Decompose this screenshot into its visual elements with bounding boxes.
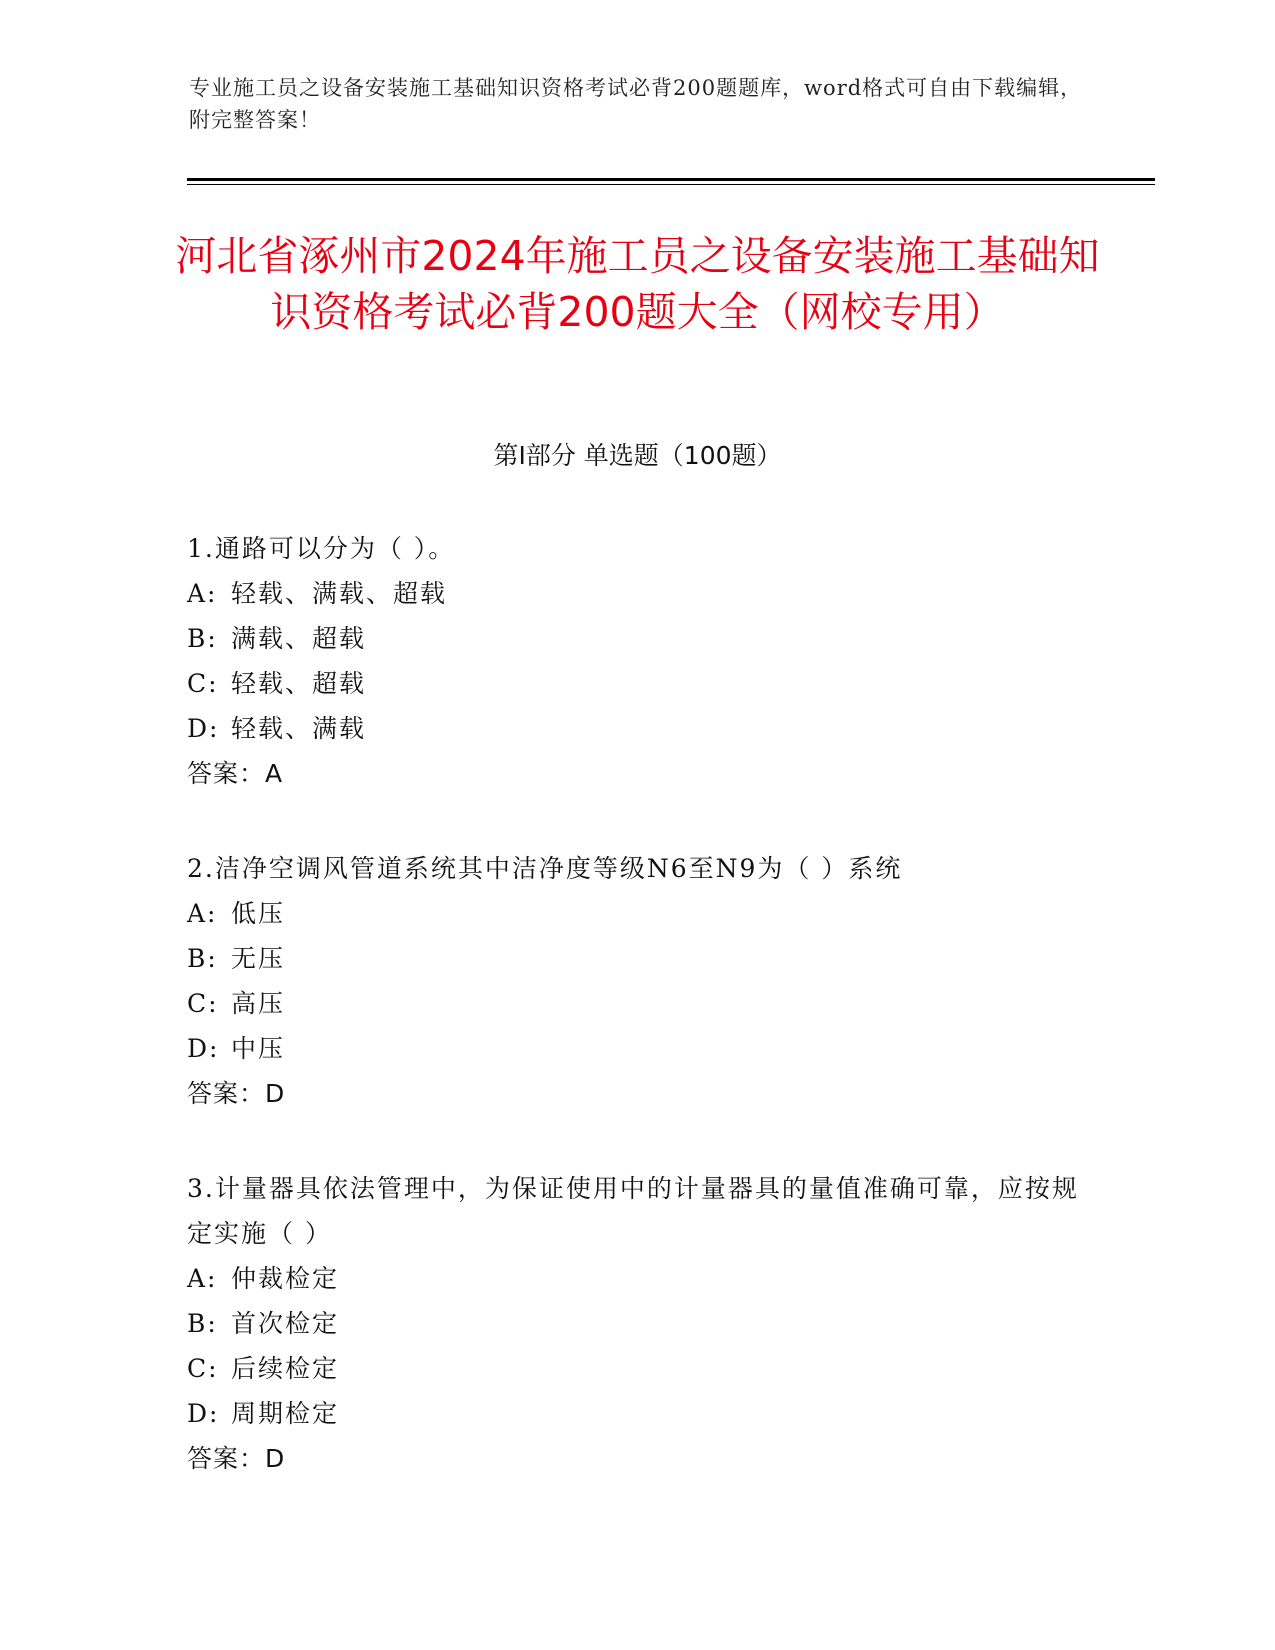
answer-line: 答案：A	[187, 759, 284, 788]
option-text: 轻载、满载	[231, 714, 367, 743]
section-title: 第Ⅰ部分 单选题（100题）	[493, 441, 782, 470]
option-letter: C:	[187, 989, 219, 1018]
option-text: 高压	[231, 989, 286, 1018]
document-title: 河北省涿州市2024年施工员之设备安装施工基础知识资格考试必背200题大全（网校专用）	[175, 232, 1100, 336]
option-b	[187, 936, 1087, 981]
option-letter: A:	[187, 1264, 218, 1293]
option-b	[187, 616, 1087, 661]
option-letter: B:	[187, 1309, 218, 1338]
option-text: 轻载、满载、超载	[231, 579, 448, 608]
option-text: 无压	[231, 944, 286, 973]
option-a	[187, 571, 1087, 616]
option-letter: D:	[187, 714, 220, 743]
option-text: 仲裁检定	[231, 1264, 340, 1293]
header-divider-thin	[187, 184, 1155, 185]
option-d	[187, 1391, 1087, 1436]
question-stem: 2.洁净空调风管道系统其中洁净度等级N6至N9为（ ）系统	[187, 854, 903, 883]
option-text: 中压	[231, 1034, 286, 1063]
option-d	[187, 706, 1087, 751]
option-text: 首次检定	[231, 1309, 340, 1338]
question-stem: 1.通路可以分为（ ）。	[187, 534, 456, 563]
option-c	[187, 1346, 1087, 1391]
option-c	[187, 661, 1087, 706]
option-letter: A:	[187, 579, 218, 608]
question-3	[187, 1166, 1087, 1481]
option-text: 周期检定	[231, 1399, 340, 1428]
option-letter: B:	[187, 944, 218, 973]
question-2	[187, 846, 1087, 1116]
answer-line: 答案：D	[187, 1444, 286, 1473]
option-letter: D:	[187, 1034, 220, 1063]
option-letter: D:	[187, 1399, 220, 1428]
question-stem: 3.计量器具依法管理中，为保证使用中的计量器具的量值准确可靠，应按规定实施（ ）	[187, 1174, 1079, 1248]
option-d	[187, 1026, 1087, 1071]
option-text: 满载、超载	[231, 624, 367, 653]
question-1	[187, 526, 1087, 796]
header-note: 专业施工员之设备安装施工基础知识资格考试必背200题题库，word格式可自由下载编辑，附完整答案！	[189, 76, 1083, 132]
option-c	[187, 981, 1087, 1026]
option-letter: C:	[187, 669, 219, 698]
option-b	[187, 1301, 1087, 1346]
option-text: 低压	[231, 899, 286, 928]
answer-line: 答案：D	[187, 1079, 286, 1108]
header-divider-thick	[187, 178, 1155, 181]
option-text: 后续检定	[231, 1354, 340, 1383]
option-a	[187, 891, 1087, 936]
option-letter: C:	[187, 1354, 219, 1383]
option-a	[187, 1256, 1087, 1301]
option-letter: B:	[187, 624, 218, 653]
option-text: 轻载、超载	[231, 669, 367, 698]
option-letter: A:	[187, 899, 218, 928]
